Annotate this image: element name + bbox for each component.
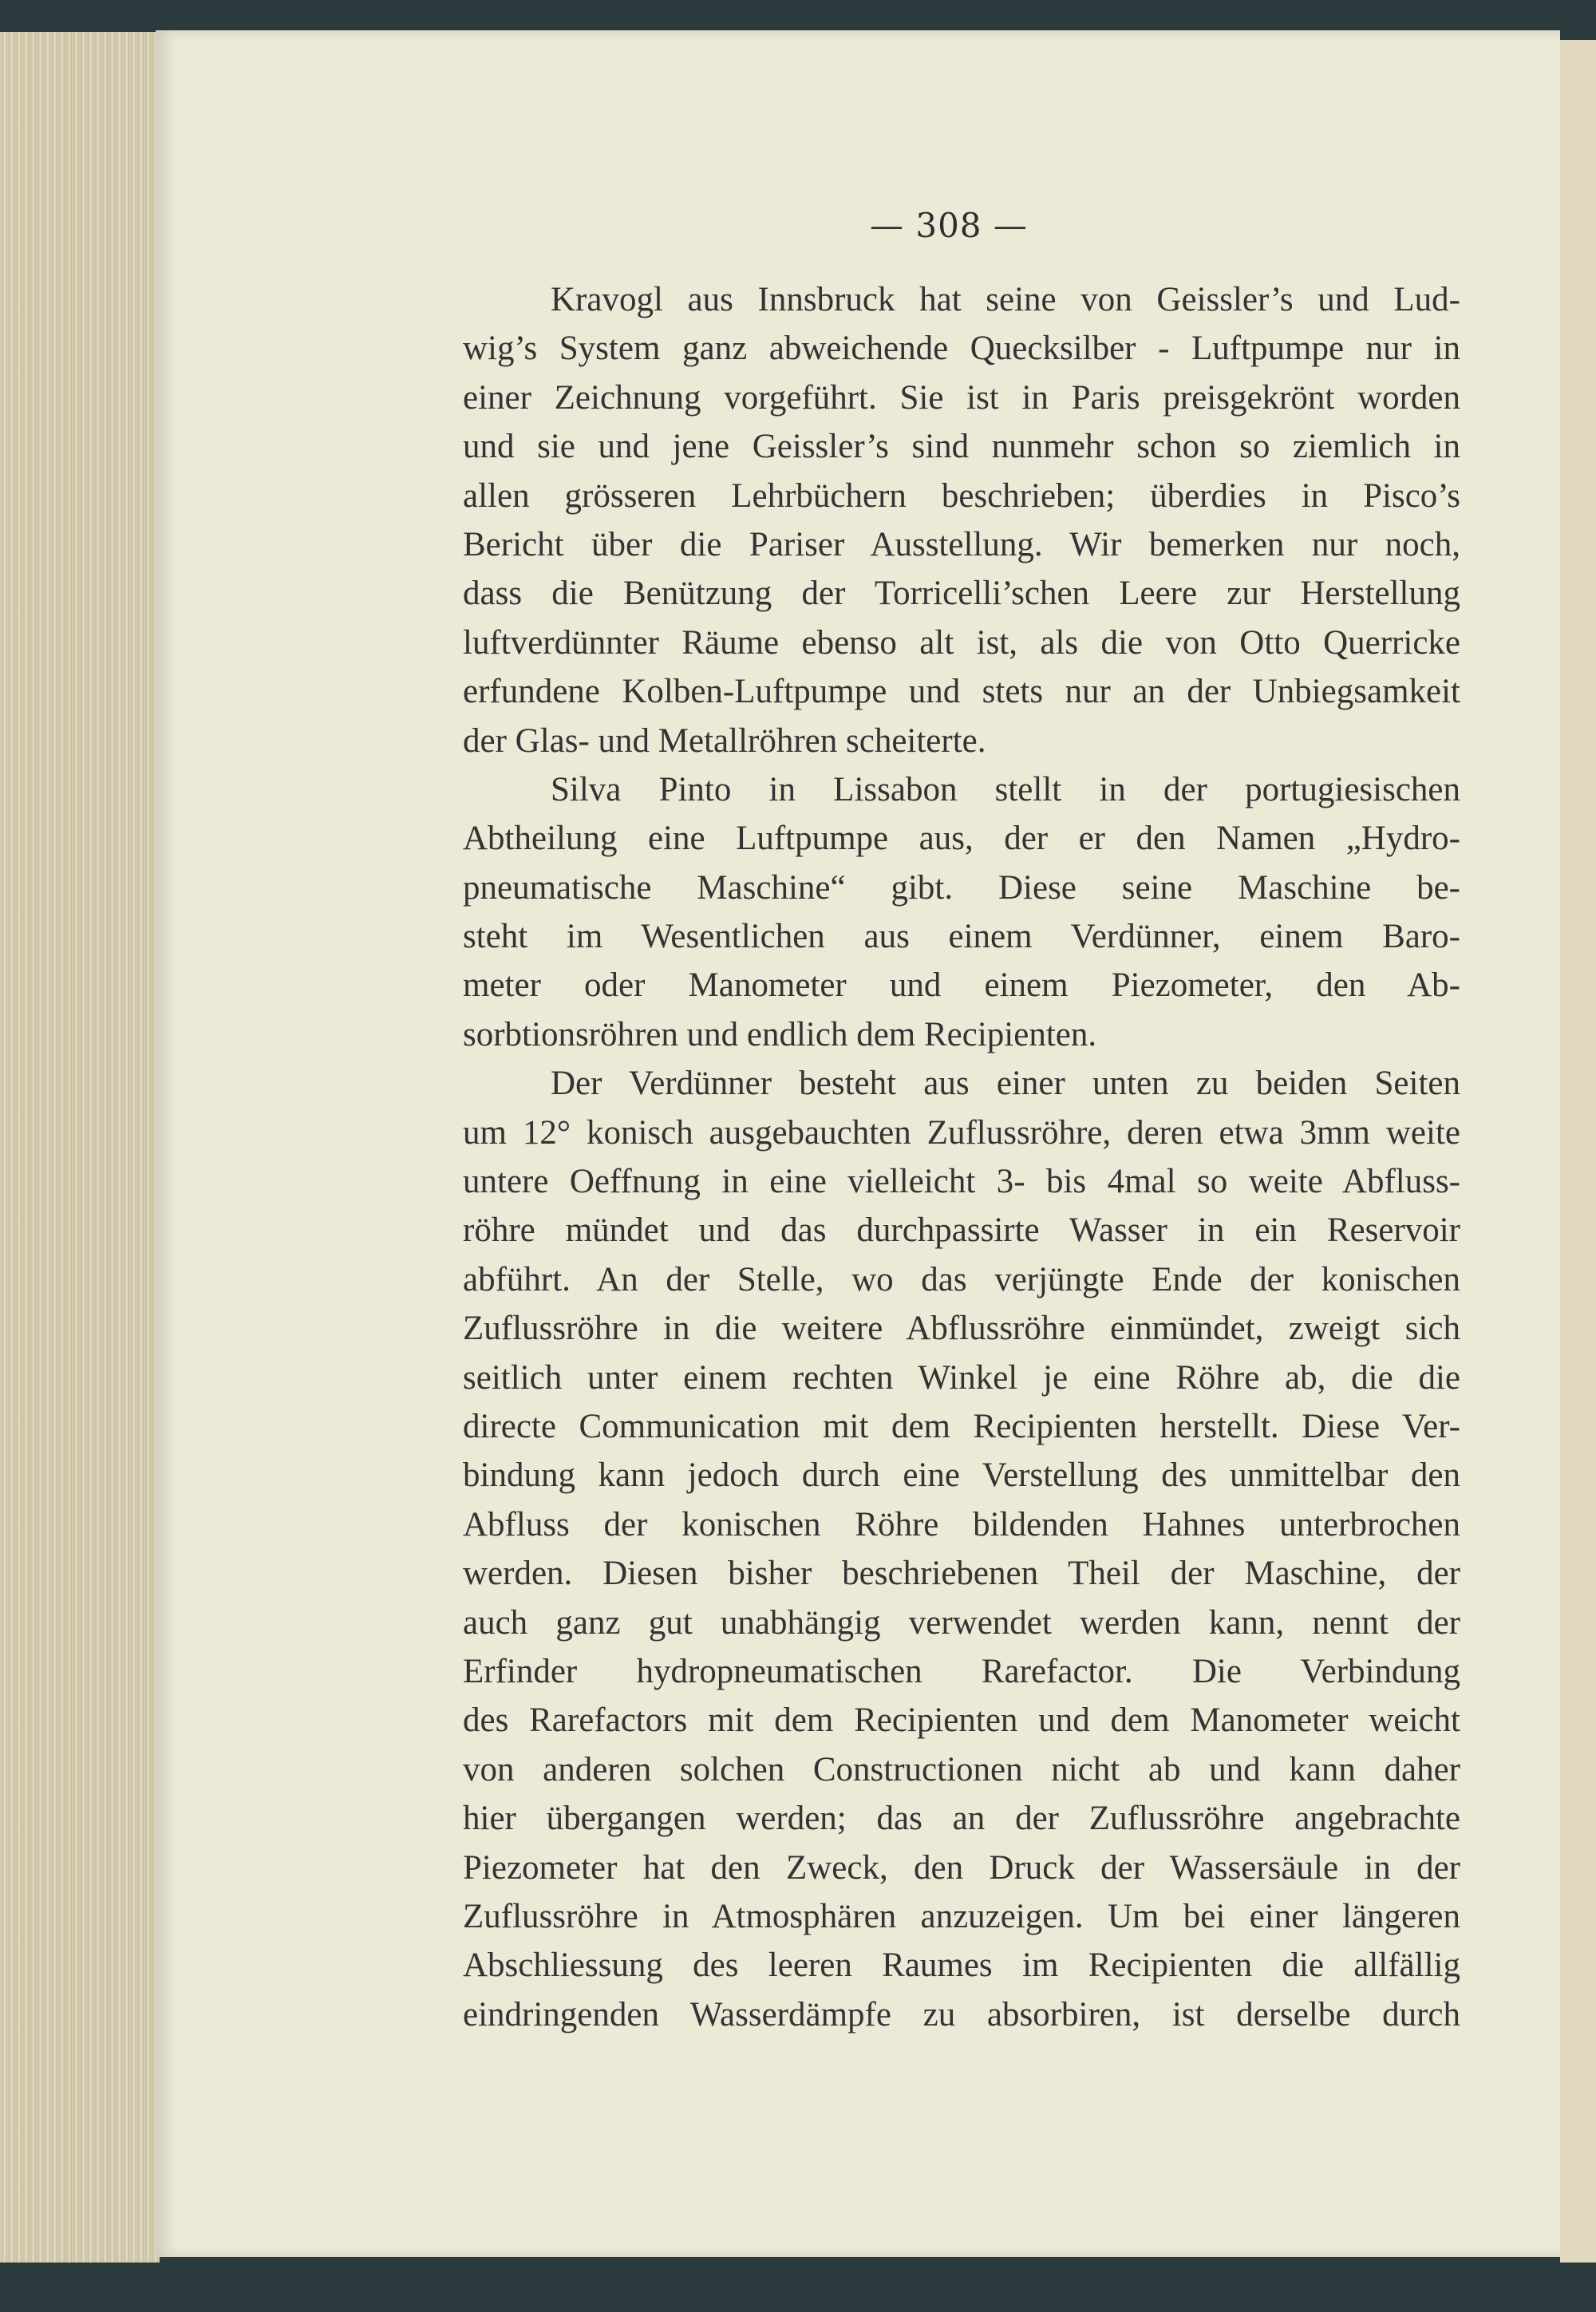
text-line: und sie und jene Geissler’s sind nunmehr schon so ziemlich in (463, 428, 1460, 466)
text-line: bindung kann jedoch durch eine Verstellung des unmittelbar den (463, 1456, 1460, 1495)
text-line: Silva Pinto in Lissabon stellt in der portugiesischen (551, 770, 1460, 808)
text-line: Zuflussröhre in Atmosphären anzuzeigen. Um bei einer längeren (463, 1897, 1460, 1935)
text-line: Piezometer hat den Zweck, den Druck der Wassersäule in der (463, 1848, 1460, 1887)
next-page-edge (1560, 40, 1596, 2263)
text-line: eindringenden Wasserdämpfe zu absorbiren, ist derselbe durch (463, 1995, 1460, 2033)
text-line: allen grösseren Lehrbüchern beschrieben; überdies in Pisco’s (463, 476, 1460, 515)
body-text (463, 275, 1460, 2039)
text-line: Erfinder hydropneumatischen Rarefactor. Die Verbindung (463, 1652, 1460, 1690)
text-line: Zuflussröhre in die weitere Abflussröhre einmündet, zweigt sich (463, 1310, 1460, 1348)
text-line: auch ganz gut unabhängig verwendet werden kann, nennt der (463, 1603, 1460, 1642)
text-line: von anderen solchen Constructionen nicht ab und kann daher (463, 1750, 1460, 1788)
text-line: röhre mündet und das durchpassirte Wasser in ein Reservoir (463, 1211, 1460, 1250)
text-line: pneumatische Maschine“ gibt. Diese seine Maschine be- (463, 868, 1460, 907)
book-page-edges (0, 32, 160, 2263)
text-line: abführt. An der Stelle, wo das verjüngte Ende der konischen (463, 1260, 1460, 1298)
text-line: wig’s System ganz abweichende Quecksilber - Luftpumpe nur in (463, 330, 1460, 368)
text-line: steht im Wesentlichen aus einem Verdünner, einem Baro- (463, 918, 1460, 956)
text-line: werden. Diesen bisher beschriebenen Theil der Maschine, der (463, 1555, 1460, 1593)
page-number: — 308 — (870, 206, 1028, 245)
text-line: sorbtionsröhren und endlich dem Recipienten. (463, 1015, 1097, 1053)
text-line: des Rarefactors mit dem Recipienten und dem Manometer weicht (463, 1701, 1460, 1740)
text-line: Abtheilung eine Luftpumpe aus, der er den Namen „Hydro- (463, 820, 1460, 858)
text-line: erfundene Kolben-Luftpumpe und stets nur an der Unbiegsamkeit (463, 673, 1460, 711)
text-line: dass die Benützung der Torricelli’schen Leere zur Herstellung (463, 575, 1460, 613)
text-line: untere Oeffnung in eine vielleicht 3- bis 4mal so weite Abfluss- (463, 1163, 1460, 1201)
text-line: directe Communication mit dem Recipienten herstellt. Diese Ver- (463, 1407, 1460, 1445)
text-line: seitlich unter einem rechten Winkel je eine Röhre ab, die die (463, 1358, 1460, 1397)
text-line: hier übergangen werden; das an der Zuflussröhre angebrachte (463, 1800, 1460, 1838)
text-line: meter oder Manometer und einem Piezometer, den Ab- (463, 966, 1460, 1005)
text-line: um 12° konisch ausgebauchten Zuflussröhre, deren etwa 3mm weite (463, 1113, 1460, 1152)
text-line: Kravogl aus Innsbruck hat seine von Geissler’s und Lud- (551, 281, 1460, 318)
text-line: einer Zeichnung vorgeführt. Sie ist in Paris preisgekrönt worden (463, 378, 1460, 417)
text-line: der Glas- und Metallröhren scheiterte. (463, 721, 986, 760)
text-line: Abschliessung des leeren Raumes im Recipienten die allfällig (463, 1946, 1460, 1985)
text-line: Abfluss der konischen Röhre bildenden Hahnes unterbrochen (463, 1505, 1460, 1543)
text-line: Bericht über die Pariser Ausstellung. Wir bemerken nur noch, (463, 525, 1460, 563)
text-line: Der Verdünner besteht aus einer unten zu beiden Seiten (551, 1065, 1460, 1103)
text-line: luftverdünnter Räume ebenso alt ist, als die von Otto Querricke (463, 623, 1460, 662)
